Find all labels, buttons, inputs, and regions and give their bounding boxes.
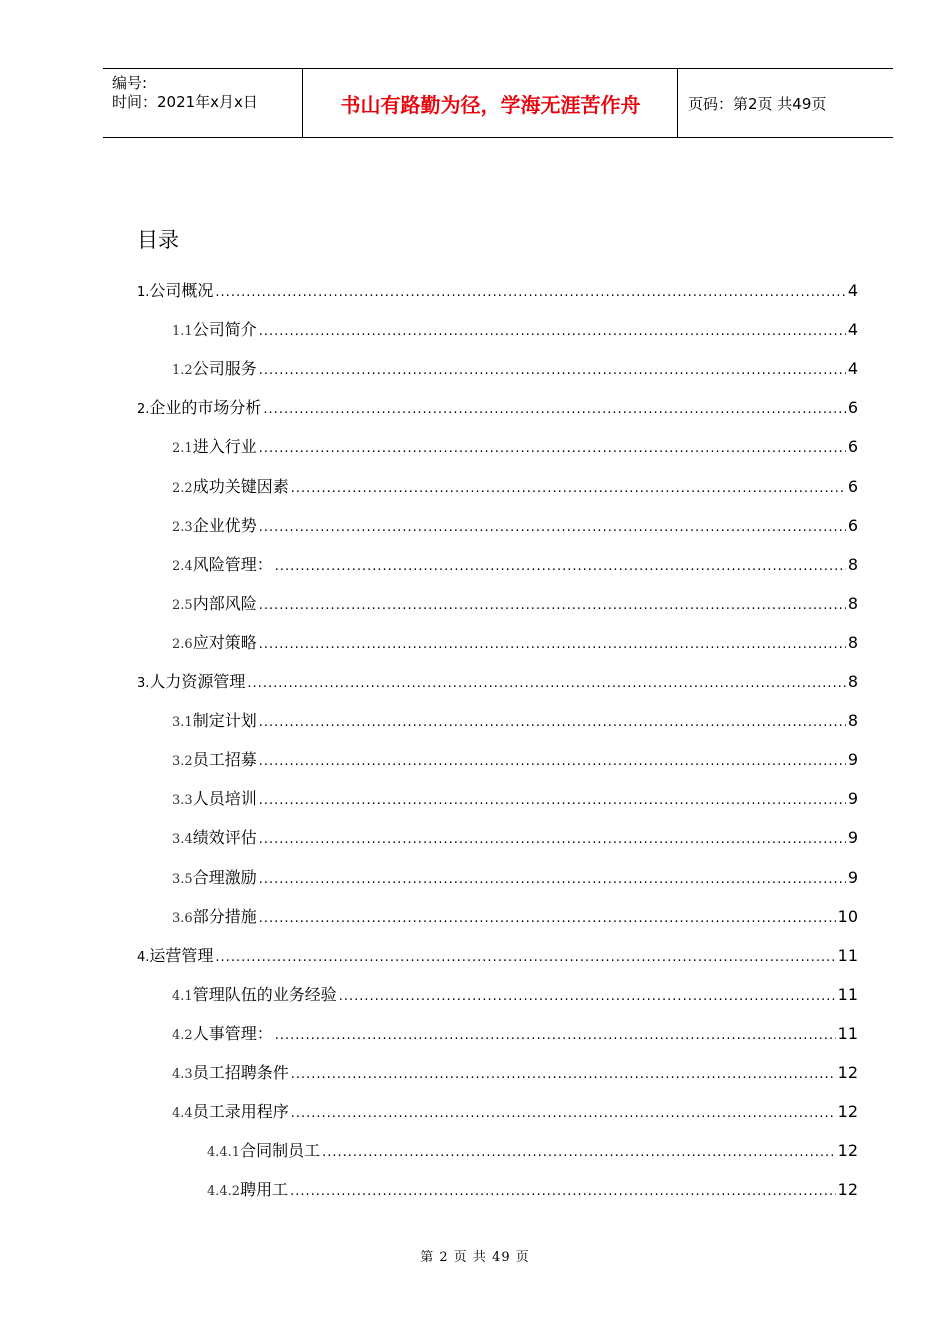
toc-entry-label: 聘用工 [240, 1180, 289, 1200]
toc-entry-label: 应对策略 [192, 632, 257, 652]
toc-leader-dots [259, 742, 846, 781]
toc-title: 目录 [137, 228, 179, 252]
toc-entry-page: 8 [847, 672, 858, 691]
toc-entry[interactable] [137, 662, 858, 701]
toc-entry-page: 11 [837, 984, 858, 1004]
toc-entry-label: 人员培训 [192, 789, 257, 809]
toc-entry-page: 8 [847, 554, 858, 574]
toc-entry-page: 12 [837, 1063, 858, 1082]
toc-entry-number: 1.2 [172, 363, 193, 379]
toc-entry-page: 12 [837, 1141, 858, 1161]
toc-entry-page: 8 [847, 593, 858, 613]
toc-entry[interactable] [172, 427, 858, 466]
toc-entry-number: 3.4 [172, 832, 193, 848]
toc-leader-dots [291, 1055, 836, 1094]
toc-entry-page: 11 [837, 1023, 858, 1043]
toc-entry-number: 4.2 [172, 1027, 193, 1043]
toc-entry-label: 进入行业 [192, 437, 257, 457]
toc-leader-dots [215, 273, 845, 312]
toc-entry-page: 9 [847, 828, 858, 848]
toc-entry-label: 绩效评估 [192, 828, 257, 848]
toc-entry[interactable] [207, 1170, 858, 1209]
toc-entry-page: 12 [837, 1102, 858, 1122]
toc-entry-label: 公司简介 [192, 320, 257, 340]
toc-entry-page: 6 [847, 476, 858, 496]
toc-leader-dots [259, 820, 846, 859]
document-number-label: 编号: [112, 74, 148, 92]
toc-entry[interactable] [172, 1053, 858, 1092]
toc-entry-page: 9 [847, 789, 858, 809]
toc-entry-label: 合理激励 [192, 867, 257, 887]
toc-entry-label: 管理队伍的业务经验 [192, 984, 337, 1004]
toc-entry[interactable] [172, 858, 858, 897]
toc-entry-number: 1. [137, 285, 150, 300]
toc-entry-page: 9 [847, 750, 858, 770]
toc-entry[interactable] [207, 1131, 858, 1170]
toc-entry[interactable] [172, 1014, 858, 1053]
toc-leader-dots [247, 664, 845, 703]
toc-leader-dots [215, 938, 835, 977]
toc-entry-label: 企业优势 [192, 515, 257, 535]
toc-leader-dots [322, 1133, 836, 1172]
toc-leader-dots [291, 1094, 836, 1133]
toc-leader-dots [290, 1172, 836, 1211]
toc-entry-number: 3.6 [172, 910, 193, 926]
toc-entry-number: 3.1 [172, 715, 193, 731]
toc-leader-dots [259, 625, 846, 664]
toc-entry-page: 4 [847, 359, 858, 379]
header-page-info-cell [678, 69, 893, 137]
toc-entry-number: 4.4 [172, 1106, 193, 1122]
toc-entry-page: 4 [847, 320, 858, 340]
toc-entry-number: 2.4 [172, 558, 193, 574]
toc-entry-number: 2.1 [172, 441, 193, 457]
toc-entry[interactable] [172, 349, 858, 388]
toc-entry-number: 2.3 [172, 519, 193, 535]
toc-leader-dots [339, 977, 836, 1016]
toc-leader-dots [259, 312, 846, 351]
document-date: 时间：2021年x月x日 [112, 93, 258, 111]
toc-entry[interactable] [172, 1092, 858, 1131]
toc-entry-label: 人事管理： [192, 1023, 273, 1043]
toc-entry-label: 公司服务 [192, 359, 257, 379]
toc-entry-number: 2.6 [172, 636, 193, 652]
toc-leader-dots [259, 899, 836, 938]
toc-entry-number: 2. [137, 402, 150, 418]
toc-entry-number: 4.3 [172, 1067, 193, 1082]
toc-entry[interactable] [172, 545, 858, 584]
toc-entry-label: 公司概况 [149, 281, 214, 300]
toc-entry-number: 1.1 [172, 324, 193, 340]
toc-entry[interactable] [172, 779, 858, 818]
page-footer: 第 2 页 共 49 页 [420, 1250, 530, 1265]
toc-entry-number: 4. [137, 949, 150, 965]
toc-entry[interactable] [172, 506, 858, 545]
toc-leader-dots [291, 469, 846, 508]
toc-entry-page: 12 [837, 1180, 858, 1200]
toc-leader-dots [259, 860, 846, 899]
toc-entry[interactable] [172, 701, 858, 740]
toc-entry-label: 风险管理： [192, 554, 273, 574]
toc-entry[interactable] [137, 271, 858, 310]
toc-entry-label: 制定计划 [192, 711, 257, 731]
toc-entry[interactable] [172, 467, 858, 506]
toc-entry-page: 6 [847, 398, 858, 418]
toc-entry-label: 内部风险 [192, 593, 257, 613]
toc-entry-number: 2.5 [172, 597, 193, 613]
toc-entry-label: 员工招聘条件 [192, 1063, 289, 1082]
toc-entry-label: 成功关键因素 [192, 476, 289, 496]
toc-entry[interactable] [172, 310, 858, 349]
toc-entry-number: 3.5 [172, 871, 193, 887]
toc-entry-page: 11 [837, 945, 858, 965]
toc-entry[interactable] [172, 740, 858, 779]
toc-entry-page: 10 [837, 906, 858, 926]
toc-entry[interactable] [172, 623, 858, 662]
toc-entry-label: 员工录用程序 [192, 1102, 289, 1122]
toc-entry-page: 9 [847, 867, 858, 887]
toc-entry-page: 6 [847, 515, 858, 535]
toc-entry-page: 6 [847, 437, 858, 457]
toc-leader-dots [259, 586, 846, 625]
toc-entry-page: 4 [847, 281, 858, 300]
toc-entry-number: 3.2 [172, 754, 193, 770]
toc-entry[interactable] [137, 936, 858, 975]
toc-entry-page: 8 [847, 711, 858, 731]
toc-entry-label: 员工招募 [192, 750, 257, 770]
page-header [103, 68, 893, 138]
toc-entry-number: 3.3 [172, 793, 193, 809]
header-meta-cell [103, 69, 303, 137]
header-motto-cell [304, 69, 678, 137]
toc-leader-dots [263, 390, 845, 429]
toc-leader-dots [275, 547, 846, 586]
toc-entry-number: 2.2 [172, 480, 193, 496]
toc-entry-number: 3. [137, 676, 150, 691]
toc-entry[interactable] [172, 818, 858, 857]
toc-entry-label: 企业的市场分析 [149, 398, 262, 418]
toc-entry[interactable] [137, 388, 858, 427]
header-page-info: 页码：第2页 共49页 [688, 94, 827, 113]
toc-leader-dots [259, 429, 846, 468]
header-motto: 书山有路勤为径，学海无涯苦作舟 [340, 92, 641, 117]
toc-leader-dots [259, 703, 846, 742]
toc-leader-dots [259, 781, 846, 820]
toc-entry[interactable] [172, 897, 858, 936]
toc-entry-label: 部分措施 [192, 906, 257, 926]
toc-entry[interactable] [172, 584, 858, 623]
toc-entry-label: 运营管理 [149, 945, 214, 965]
toc-entry-page: 8 [847, 632, 858, 652]
toc-entry-number: 4.1 [172, 988, 193, 1004]
toc-entry-number: 4.4.2 [207, 1184, 241, 1200]
toc-entry[interactable] [172, 975, 858, 1014]
toc-leader-dots [259, 508, 846, 547]
toc-entry-label: 人力资源管理 [149, 672, 246, 691]
toc-leader-dots [275, 1016, 836, 1055]
toc-entry-number: 4.4.1 [207, 1145, 241, 1161]
toc-leader-dots [259, 351, 846, 390]
toc-entry-label: 合同制员工 [240, 1141, 321, 1161]
